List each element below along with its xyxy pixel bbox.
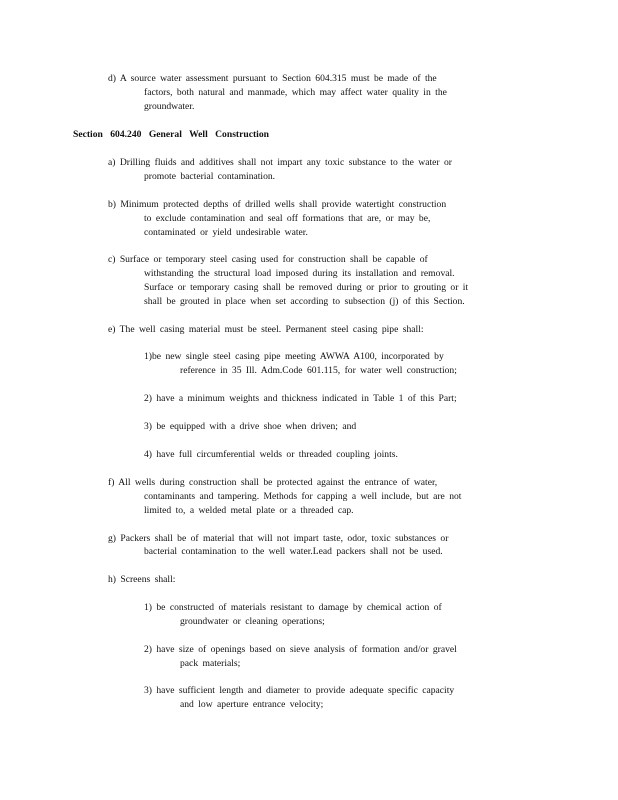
item-b-line-3: contaminated or yield undesirable water. [144, 227, 308, 238]
section-heading: Section 604.240 General Well Construction [73, 129, 269, 140]
item-c-line-4: shall be grouted in place when set according to subsection (j) of this Section. [144, 296, 465, 307]
item-f-line-1: f) All wells during construction shall be protected against the entrance of water, [108, 477, 438, 488]
item-b-line-2: to exclude contamination and seal off formations that are, or may be, [144, 213, 431, 224]
item-c-line-2: withstanding the structural load imposed during its installation and removal. [144, 268, 455, 279]
item-c-line-3: Surface or temporary casing shall be removed during or prior to grouting or it [144, 282, 469, 293]
item-h-3-line-1: 3) have sufficient length and diameter to provide adequate specific capacity [144, 685, 455, 696]
item-f-line-3: limited to, a welded metal plate or a threaded cap. [144, 505, 354, 516]
item-e-1-line-2: reference in 35 Ill. Adm.Code 601.115, for water well construction; [180, 365, 457, 376]
item-e-1-line-1: 1)be new single steel casing pipe meeting AWWA A100, incorporated by [144, 351, 444, 362]
item-e-line-1: e) The well casing material must be steel. Permanent steel casing pipe shall: [108, 324, 424, 335]
item-f-line-2: contaminants and tampering. Methods for capping a well include, but are not [144, 491, 462, 502]
item-c-line-1: c) Surface or temporary steel casing used for construction shall be capable of [108, 254, 428, 265]
item-h-3-line-2: and low aperture entrance velocity; [180, 699, 324, 710]
item-b-line-1: b) Minimum protected depths of drilled wells shall provide watertight construction [108, 199, 447, 210]
item-a-line-1: a) Drilling fluids and additives shall not impart any toxic substance to the water or [108, 157, 452, 168]
item-g-line-1: g) Packers shall be of material that will not impart taste, odor, toxic substances or [108, 533, 449, 544]
item-h-1-line-1: 1) be constructed of materials resistant to damage by chemical action of [144, 602, 442, 613]
item-d-line-1: d) A source water assessment pursuant to Section 604.315 must be made of the [108, 73, 437, 84]
item-h-line-1: h) Screens shall: [108, 574, 176, 585]
item-e-2: 2) have a minimum weights and thickness indicated in Table 1 of this Part; [144, 393, 457, 404]
item-d-line-3: groundwater. [144, 101, 195, 112]
item-h-2-line-1: 2) have size of openings based on sieve analysis of formation and/or gravel [144, 644, 457, 655]
item-h-1-line-2: groundwater or cleaning operations; [180, 616, 325, 627]
item-h-2-line-2: pack materials; [180, 658, 241, 669]
item-g-line-2: bacterial contamination to the well water.Lead packers shall not be used. [144, 546, 443, 557]
item-e-3: 3) be equipped with a drive shoe when driven; and [144, 421, 357, 432]
item-a-line-2: promote bacterial contamination. [144, 171, 276, 182]
item-e-4: 4) have full circumferential welds or threaded coupling joints. [144, 449, 398, 460]
item-d-line-2: factors, both natural and manmade, which may affect water quality in the [144, 87, 447, 98]
